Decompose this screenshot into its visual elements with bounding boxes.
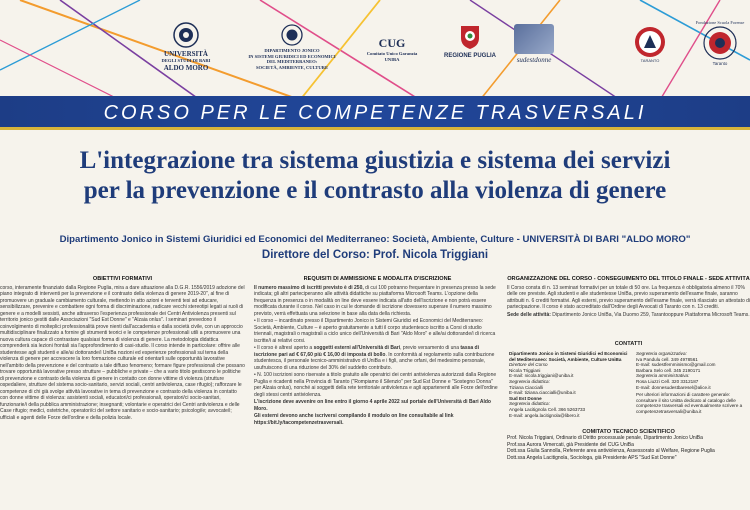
sudest-emblem-icon (514, 24, 554, 54)
sudest-name: sudestdonne (516, 56, 552, 64)
comitato-heading: COMITATO TECNICO SCIENTIFICO (582, 429, 675, 435)
requirements-heading: REQUISITI DI AMMISSIONE E MODALITÀ D'ISCRIZIONE (303, 276, 452, 282)
uniba-seal-icon (173, 22, 199, 48)
contacts-right (636, 351, 750, 415)
registration-link[interactable]: Gli esterni devono anche iscriversi compilando il modulo on line consultabile al link https://bit.ly/tacompetenzetrasversali. (254, 413, 454, 426)
p3-b: soggetti esterni all'Università di Bari (313, 345, 401, 351)
column-requirements (254, 276, 501, 510)
dip-line-1: DIPARTIMENTO JONICO (264, 48, 320, 53)
organization-heading: ORGANIZZAZIONE DEL CORSO - CONSEGUIMENTO DEL TITOLO FINALE - SEDE ATTIVITÀ (507, 276, 750, 282)
p3-e: . In conformità al regolamento sulla contribuzione studentesca, il personale tecnico-amministrativo di UniBa e i figli, anche orfani, del medesimo personale, usufruiscono di una riduzione del 30% del suddetto contributo. (254, 351, 495, 371)
comitato-scientifico (507, 429, 750, 461)
requirements-p2: • Il corso – incardinato presso il Dipartimento Jonico in Sistemi Giuridici ed Economici del Mediterraneo: Società, Ambiente, Culture – è aperto gratuitamente a tutti il corpo studentesco iscritto a Corsi di studio triennali, magistrali o magistrali a ciclo unico dell'Università di Bari "Aldo Moro" e alle/ai dottorande/i di ricerca iscritte/i ai relativi corsi. (254, 318, 496, 344)
column-objectives (0, 276, 248, 510)
contact-org-label: Segreteria organizzativa: (636, 351, 687, 356)
department-line: Dipartimento Jonico in Sistemi Giuridici ed Economici del Mediterraneo: Società, Ambiente, Culture - UNIVERSITÀ DI BARI "ALDO MORO" (59, 234, 691, 245)
taranto-logo (630, 26, 670, 63)
comitato-member: Prof. Nicola Triggiani, Ordinario di Diritto processuale penale, Dipartimento Jonico UniBa (507, 435, 703, 442)
uniba-aldomoro: ALDO MORO (163, 63, 209, 72)
contact-seg-label: Segreteria didattica: (509, 378, 550, 384)
dip-line-3: DEL MEDITERRANEO: (266, 59, 318, 64)
sudestdonne-logo (506, 24, 562, 64)
puglia-shield-icon (459, 24, 481, 50)
scuola-seal-icon (703, 26, 737, 60)
contact-sud-seg: Segreteria didattica: (509, 401, 550, 407)
contact-org: Dipartimento Jonico in Sistemi Giuridici ed Economici del Mediterraneo: Società, Ambiente, Culture UniBa (509, 351, 628, 362)
sede-text: Dipartimento Jonico UniBa, Via Duomo 259, Tarantooppure Piattaforma Microsoft Teams. (550, 311, 750, 318)
contact-amm-label: Segreteria amministrativa: (636, 373, 690, 379)
contact-seg-mail[interactable]: E-mail: tiziana.ciaccialli@uniba.it (509, 390, 576, 396)
column-organization (507, 276, 750, 340)
taranto-badge-icon (634, 26, 666, 58)
dip-line-4: SOCIETÀ, AMBIENTE, CULTURE (255, 64, 329, 70)
title-line-2: per la prevenzione e il contrasto alla violenza di genere (83, 177, 667, 204)
comitato-member: Prof.ssa Aurora Vimercati, già Presidente del CUG UniBa (507, 441, 634, 448)
course-banner: CORSO PER LE COMPETENZE TRASVERSALI (0, 96, 750, 130)
contacts-left (509, 351, 629, 418)
contact-dir-label: Direttore del Corso (509, 362, 548, 368)
contact-seg-name: Tiziana Ciaccialli (509, 384, 544, 390)
contatti-heading: CONTATTI (614, 341, 643, 347)
title-line-1: L'integrazione tra sistema giustizia e sistema dei servizi (79, 147, 671, 174)
p3-c: , previo versamento di una (400, 345, 461, 351)
contact-org-mail[interactable]: E-mail: sudestfemminismo@gmail.com (636, 362, 716, 368)
contact-note: Per ulteriori informazioni di carattere generale: consultare il sito UniBa dedicato al catalogo delle competenze trasversali ed eventualmente scrivere a competenzetrasversali@uniba.it (636, 392, 743, 414)
contact-amm-name: Rosa Liuzzi Cell. 320 3312187 (636, 378, 699, 384)
comitato-member: Dott.ssa Angela Lacitignola, Sociologa, già Presidente APS "Sud Est Donne" (507, 454, 677, 461)
organization-text: Il Corso consta di n. 13 seminari formativi per un totale di 50 ore. La frequenza è obbligatoria almeno il 70% delle ore previste. Agli studenti e alle studentesse UniBa, previo superamento dell'esame finale, saranno attribuiti n. 6 crediti formativi. Agli esterni, previo superamento dell'esame finale, verrà rilasciato un attestato di partecipazione. Il corso è stato accreditato dall'Ordine degli Avvocati di Taranto con n. 13 crediti. (507, 284, 750, 310)
taranto-label: TARANTO (640, 58, 660, 63)
scuola-line-2: Taranto (712, 61, 728, 66)
sede-label: Sede delle attività: (507, 311, 551, 318)
p3-fee: tassa di iscrizione pari ad € 67,60 più € 16,00 di imposta di bollo (254, 345, 479, 358)
cug-line-3: UNIBA (384, 56, 400, 62)
contact-dir-name: Nicola Triggiani (509, 367, 541, 373)
contact-sud-mail[interactable]: E-mail: angela.lacitignola@libero.it (509, 412, 580, 418)
contact-barbara: Barbara Selo cell. 345 2190171 (636, 367, 701, 373)
cug-title: CUG (378, 36, 406, 50)
cug-line-2: Comitato Unico Garanzia (366, 51, 418, 56)
requirements-p1 (254, 285, 501, 318)
dip-line-2: IN SISTEMI GIURIDICI ED ECONOMICI (248, 53, 336, 59)
p3-a: • Il corso è altresì aperto a (254, 345, 314, 351)
objectives-text: corso, interamente finanziato dalla Regione Puglia, mira a dare attuazione alla D.G.R. 1556/2019 adozione del piano integrato di interventi per la prevenzione e il contrasto della violenza di genere 2019-20", al fine di promuovere un graduale cambiamento culturale, mettendo in atto azioni e terventi tesi ad educare, sensibilizzare, prevenire e combattere ogni forma di discriminazione, radicare vecchi stereotipi legati ai ruoli di genere e a modelli sessisti, anche attraverso l'esperienza professionale dei Centri Antiviolenza presenti sul territorio jonico gestiti dalle Associazioni "Sud Est Donne" e "Alzaia onlus". I seminari prevedono il coinvolgimento di molteplici professionalità prove nienti dall'accademia e dalla società civile, con un approccio multidisciplinare finalizzato a fornire gli strumenti teorici e le competenze professionali utili a promuovere una nuova cultura capace di contrastare qualsiasi forma di violenza di genere. La metodologia didattica comprenderà sia lezioni frontali sia l'approfondimento di casi-studio. Il corso intende in particolare: offrire alle studentesse agli studenti e alle/ai dottorande/i UniBa nozioni ed esperienze professionali sul tema della violenza di genere per accrescere la loro formazione culturale ed orientarli sulle opportunità lavorative nell'ambito della prevenzione e del contrasto a tale diffuso fenomeno; formare figure professionali che possano trovare opportunità lavorative presso strutture – pubbliche e private – che a vario titolo gestiscono le politiche di prevenzione e contrasto della violenza di genere in contatto con donne vittime di violenza (strutture ospedaliere, strutture del sistema socio-sanitario, servizi sociali, centri antiviolenza, case rifugio); rafforzare le competenze di chi già svolge attività lavorative in tema di prevenzione e contrasto della violenza in contatto con donne vittime di violenza: assistenti sociali, educatori/ci professionali, operatori/ci socio-sanitari, funzionarie/i della pubblica amministrazione; insegnanti; volontarie e operatrici dei Centri antiviolenza e delle Case rifugio; medici, ostetriche, operatori/ci del settore sanitario e socio-sanitario; psicologi/e; avvocate/i; ufficiali e agenti delle Forze dell'ordine e della polizia locale. (0, 284, 245, 421)
max-participants: Il numero massimo di iscritti previsto è di 250, (254, 284, 364, 291)
objectives-heading: OBIETTIVI FORMATIVI (92, 276, 153, 282)
regione-puglia-logo (442, 24, 498, 60)
requirements-p4: • N. 100 iscrizioni sono riservate a titolo gratuito alle operatrici dei centri antiviolenza autorizzati dalla Regione Puglia e ricadenti nella Provincia di Taranto ("Rompiamo il Silenzio" per Sud Est Donne e "Sostegno Donna" per Alzaia onlus), nonché ai soggetti della rete territoriale antiviolenza e agli appartenenti alle Forze dell'ordine degli stessi centri antiviolenza. (254, 372, 498, 398)
uniba-sub: DEGLI STUDI DI BARI (161, 58, 211, 63)
registration-deadline: L'iscrizione deve avvenire on line entro il giorno 4 aprile 2022 sul portale dell'Università di Bari Aldo Moro. (254, 399, 491, 412)
requirements-p1-rest: di cui 100 potranno frequentare in presenza presso la sede indicata; gli altri parteciperanno alle attività didattiche su piattaforma Microsoft Teams. L'opzione della frequenza in presenza o in modalità on line deve essere indicata all'atto dell'iscrizione e non potrà essere modificata durante il corso. Nel caso in cui le domande di iscrizione dovessero superare il numero massimo previsto, verrà effettuata una selezione in base alla data della richiesta. (254, 284, 496, 317)
requirements-p3 (254, 345, 501, 371)
uniba-name: UNIVERSITÀ (164, 50, 208, 58)
dipartimento-logo (238, 24, 346, 70)
puglia-name: REGIONE PUGLIA (443, 53, 496, 59)
scuola-line-1: Fondazione Scuola Forense (695, 20, 745, 25)
contact-sud-name: Angela Lacitignola Cell. 366 5263733 (509, 406, 586, 412)
dipartimento-seal-icon (281, 24, 303, 46)
logo-row (0, 18, 750, 84)
sede (507, 312, 750, 319)
comitato-member: Dott.ssa Giulia Sannolla, Referente area antiviolenza, Assessorato al Welfare, Regione Puglia (507, 448, 715, 455)
cug-logo (356, 36, 428, 62)
uniba-logo (150, 22, 222, 72)
contact-sud-label: Sud Est Donne (509, 395, 542, 401)
contact-dir-mail[interactable]: E-mail: nicola.triggiani@uniba.it (509, 373, 574, 379)
contact-amm-mail[interactable]: E-mail: donnesudestbaresel@alice.it (636, 384, 711, 390)
contact-org-name: Iva Pandulu cell. 349 4978561 (636, 356, 698, 362)
scuola-forense-logo (692, 20, 748, 66)
course-director: Direttore del Corso: Prof. Nicola Triggiani (261, 249, 489, 261)
